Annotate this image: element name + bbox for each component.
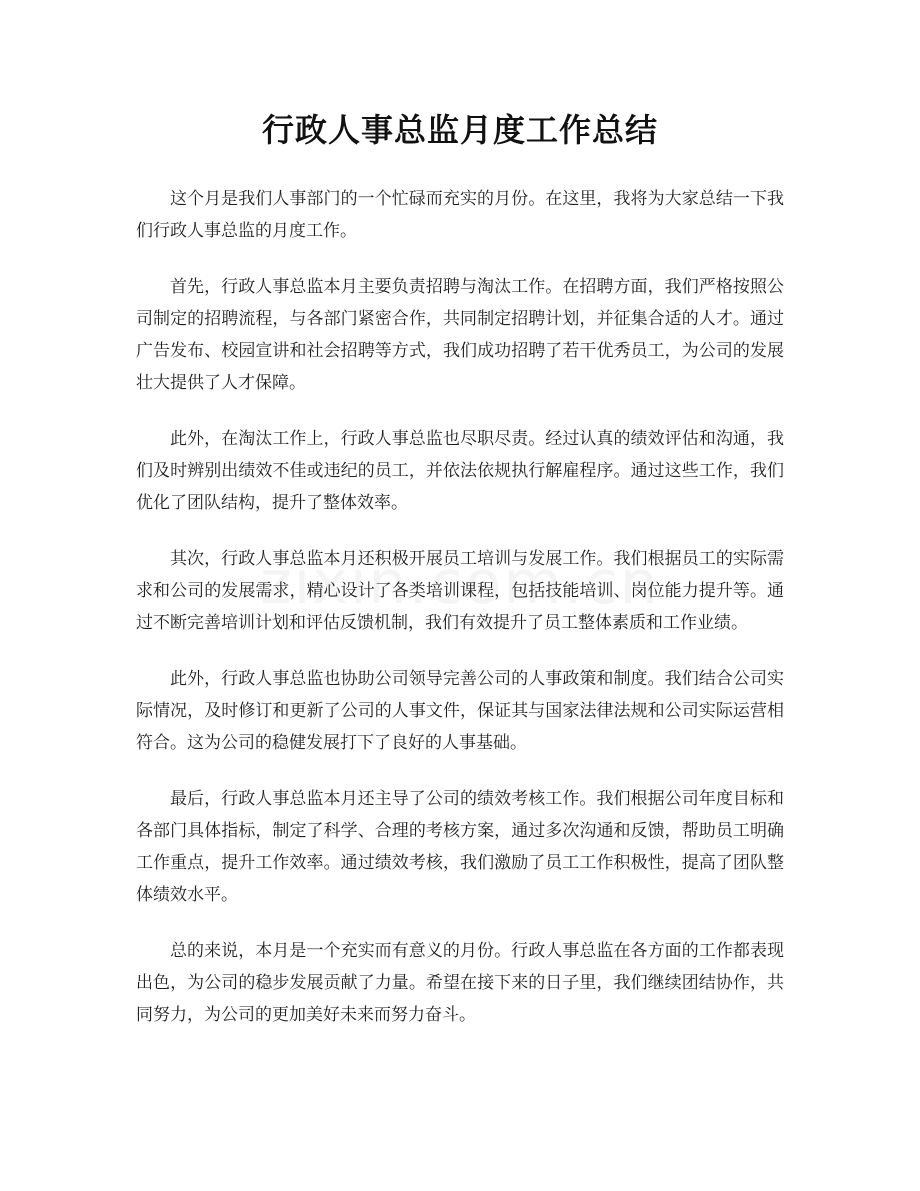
paragraph-3: 此外，在淘汰工作上，行政人事总监也尽职尽责。经过认真的绩效评估和沟通，我们及时辨别出绩效不佳或违纪的员工，并依法依规执行解雇程序。通过这些工作，我们优化了团队结构，提升了整体效率。 — [136, 429, 784, 513]
paragraph-5: 此外，行政人事总监也协助公司领导完善公司的人事政策和制度。我们结合公司实际情况，及时修订和更新了公司的人事文件，保证其与国家法律法规和公司实际运营相符合。这为公司的稳健发展打下了良好的人事基础。 — [136, 669, 784, 753]
paragraph-7: 总的来说，本月是一个充实而有意义的月份。行政人事总监在各方面的工作都表现出色，为公司的稳步发展贡献了力量。希望在接下来的日子里，我们继续团结协作，共同努力，为公司的更加美好未来而努力奋斗。 — [136, 941, 784, 1025]
paragraph-4: 其次，行政人事总监本月还积极开展员工培训与发展工作。我们根据员工的实际需求和公司的发展需求，精心设计了各类培训课程，包括技能培训、岗位能力提升等。通过不断完善培训计划和评估反馈机制，我们有效提升了员工整体素质和工作业绩。 — [136, 549, 784, 633]
paragraph-2: 首先，行政人事总监本月主要负责招聘与淘汰工作。在招聘方面，我们严格按照公司制定的招聘流程，与各部门紧密合作，共同制定招聘计划，并征集合适的人才。通过广告发布、校园宣讲和社会招聘等方式，我们成功招聘了若干优秀员工，为公司的发展壮大提供了人才保障。 — [136, 277, 784, 393]
document-body — [136, 183, 784, 1055]
paragraph-1: 这个月是我们人事部门的一个忙碌而充实的月份。在这里，我将为大家总结一下我们行政人事总监的月度工作。 — [136, 189, 784, 241]
paragraph-6: 最后，行政人事总监本月还主导了公司的绩效考核工作。我们根据公司年度目标和各部门具体指标，制定了科学、合理的考核方案，通过多次沟通和反馈，帮助员工明确工作重点，提升工作效率。通过绩效考核，我们激励了员工工作积极性，提高了团队整体绩效水平。 — [136, 789, 784, 905]
document-title: 行政人事总监月度工作总结 — [261, 111, 658, 149]
